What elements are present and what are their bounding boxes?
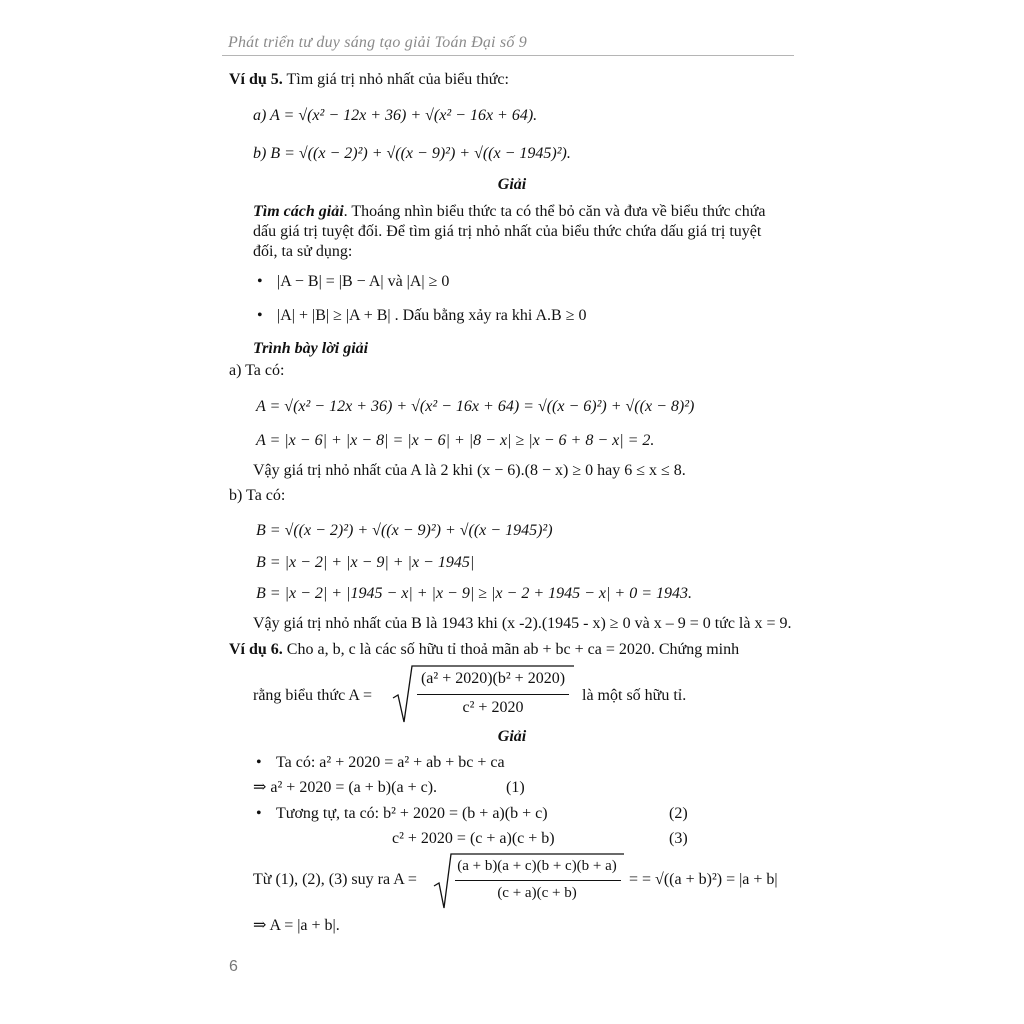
header-rule [222,55,794,56]
example5-label: Ví dụ 5. [229,71,283,88]
fraction-bar [455,880,621,881]
approach-label: Tìm cách giải [253,203,344,220]
example6-fraction [392,664,575,724]
part-b-conclusion: Vậy giá trị nhỏ nhất của B là 1943 khi (x -2).(1945 - x) ≥ 0 và x – 9 = 0 tức là x = 9. [253,615,792,632]
part-a-conclusion: Vậy giá trị nhỏ nhất của A là 2 khi (x − 6).(8 − x) ≥ 0 hay 6 ≤ x ≤ 8. [253,462,686,479]
example6-heading [229,640,739,660]
part-a-line-2: A = |x − 6| + |x − 8| = |x − 6| + |8 − x| ≥ |x − 6 + 8 − x| = 2. [256,432,655,449]
approach-line-2: dấu giá trị tuyệt đối. Để tìm giá trị nhỏ nhất của biểu thức chứa dấu giá trị tuyệt [253,223,762,240]
example6-step-6: ⇒ A = |a + b|. [253,917,340,934]
example5-heading [229,70,509,90]
step-5-denominator: (c + a)(c + b) [497,885,577,901]
part-b-line-1: B = √((x − 2)²) + √((x − 9)²) + √((x − 1945)²) [256,522,553,539]
example6-numerator: (a² + 2020)(b² + 2020) [420,670,566,687]
part-b-line-2: B = |x − 2| + |x − 9| + |x − 1945| [256,554,475,571]
running-header: Phát triển tư duy sáng tạo giải Toán Đại số 9 [228,34,527,51]
equation-number-1: (1) [506,779,525,796]
approach-line-3: đối, ta sử dụng: [253,243,353,260]
example6-prompt-pre: rằng biểu thức A = [253,687,373,704]
example6-step-5-fraction [433,852,625,910]
example6-step-3: • Tương tự, ta có: b² + 2020 = (b + a)(b + c) [276,804,548,824]
fraction-bar [417,694,569,695]
solution-title: Giải [497,176,527,193]
approach-bullet-1: • |A − B| = |B − A| và |A| ≥ 0 [277,272,449,292]
part-a-line-1: A = √(x² − 12x + 36) + √(x² − 16x + 64) = √((x − 6)²) + √((x − 8)²) [256,398,695,415]
equation-number-3: (3) [669,830,688,847]
step-5-numerator: (a + b)(a + c)(b + c)(b + a) [457,858,617,874]
approach-text-1: . Thoáng nhìn biểu thức ta có thể bỏ căn và đưa về biểu thức chứa [343,203,766,220]
example6-solution-title: Giải [497,728,527,745]
example6-label: Ví dụ 6. [229,641,283,658]
example5-part-a: a) A = √(x² − 12x + 36) + √(x² − 16x + 64). [253,107,538,124]
example5-part-b: b) B = √((x − 2)²) + √((x − 9)²) + √((x − 1945)²). [253,145,571,162]
example6-denominator: c² + 2020 [462,699,524,716]
example6-step-4: c² + 2020 = (c + a)(c + b) [392,830,555,847]
part-b-intro: b) Ta có: [229,487,286,504]
approach-bullet-2: • |A| + |B| ≥ |A + B| . Dấu bằng xảy ra khi A.B ≥ 0 [277,306,586,326]
example6-step-5-post: = = √((a + b)²) = |a + b| [629,871,778,888]
example6-step-5-pre: Từ (1), (2), (3) suy ra A = [253,871,417,888]
presentation-title: Trình bày lời giải [253,340,369,357]
page-number: 6 [229,958,238,975]
example6-prompt-post: là một số hữu tỉ. [582,687,687,704]
equation-number-2: (2) [669,805,688,822]
example6-line-1: Cho a, b, c là các số hữu tỉ thoả mãn ab + bc + ca = 2020. Chứng minh [286,641,740,658]
example5-prompt: Tìm giá trị nhỏ nhất của biểu thức: [286,71,509,88]
part-b-line-3: B = |x − 2| + |1945 − x| + |x − 9| ≥ |x − 2 + 1945 − x| + 0 = 1943. [256,585,693,602]
part-a-intro: a) Ta có: [229,362,285,379]
approach-line-1 [253,202,765,222]
example6-step-1: • Ta có: a² + 2020 = a² + ab + bc + ca [276,753,505,773]
example6-step-2: ⇒ a² + 2020 = (a + b)(a + c). [253,779,438,796]
